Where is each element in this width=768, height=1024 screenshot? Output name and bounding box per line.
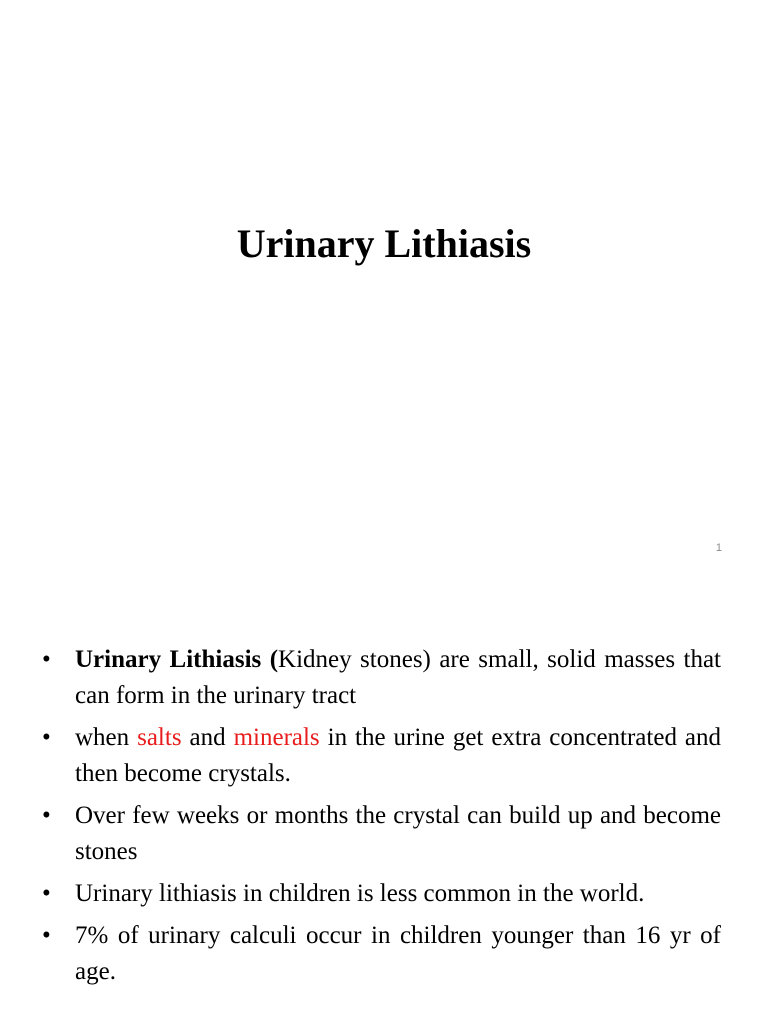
bullet-text: in the urine get extra concentrated and then become crystals. (75, 724, 721, 787)
highlight-salts: salts (137, 724, 182, 751)
slide-title: Urinary Lithiasis (236, 221, 532, 266)
bullet-item (0, 798, 768, 870)
bullet-list (0, 642, 768, 996)
bullet-dot: • (42, 724, 51, 751)
bullet-item (0, 876, 768, 912)
bullet-dot: • (42, 646, 51, 673)
bullet-dot: • (42, 922, 51, 949)
bullet-text: 7% of urinary calculi occur in children younger than 16 yr of age. (75, 922, 721, 985)
bullet-bold-lead: Urinary Lithiasis ( (75, 646, 279, 673)
bullet-item (0, 642, 768, 714)
bullet-dot: • (42, 880, 51, 907)
bullet-dot: • (42, 802, 51, 829)
bullet-text: when (75, 724, 138, 751)
bullet-item (0, 918, 768, 990)
page-number: 1 (715, 542, 722, 554)
bullet-text: Urinary lithiasis in children is less common in the world. (75, 880, 645, 907)
bullet-text: and (181, 724, 234, 751)
bullet-text: Kidney stones) are small, solid masses that can form in the urinary tract (75, 646, 721, 709)
bullet-item (0, 720, 768, 792)
highlight-minerals: minerals (233, 724, 320, 751)
bullet-text: Over few weeks or months the crystal can build up and become stones (75, 802, 721, 865)
